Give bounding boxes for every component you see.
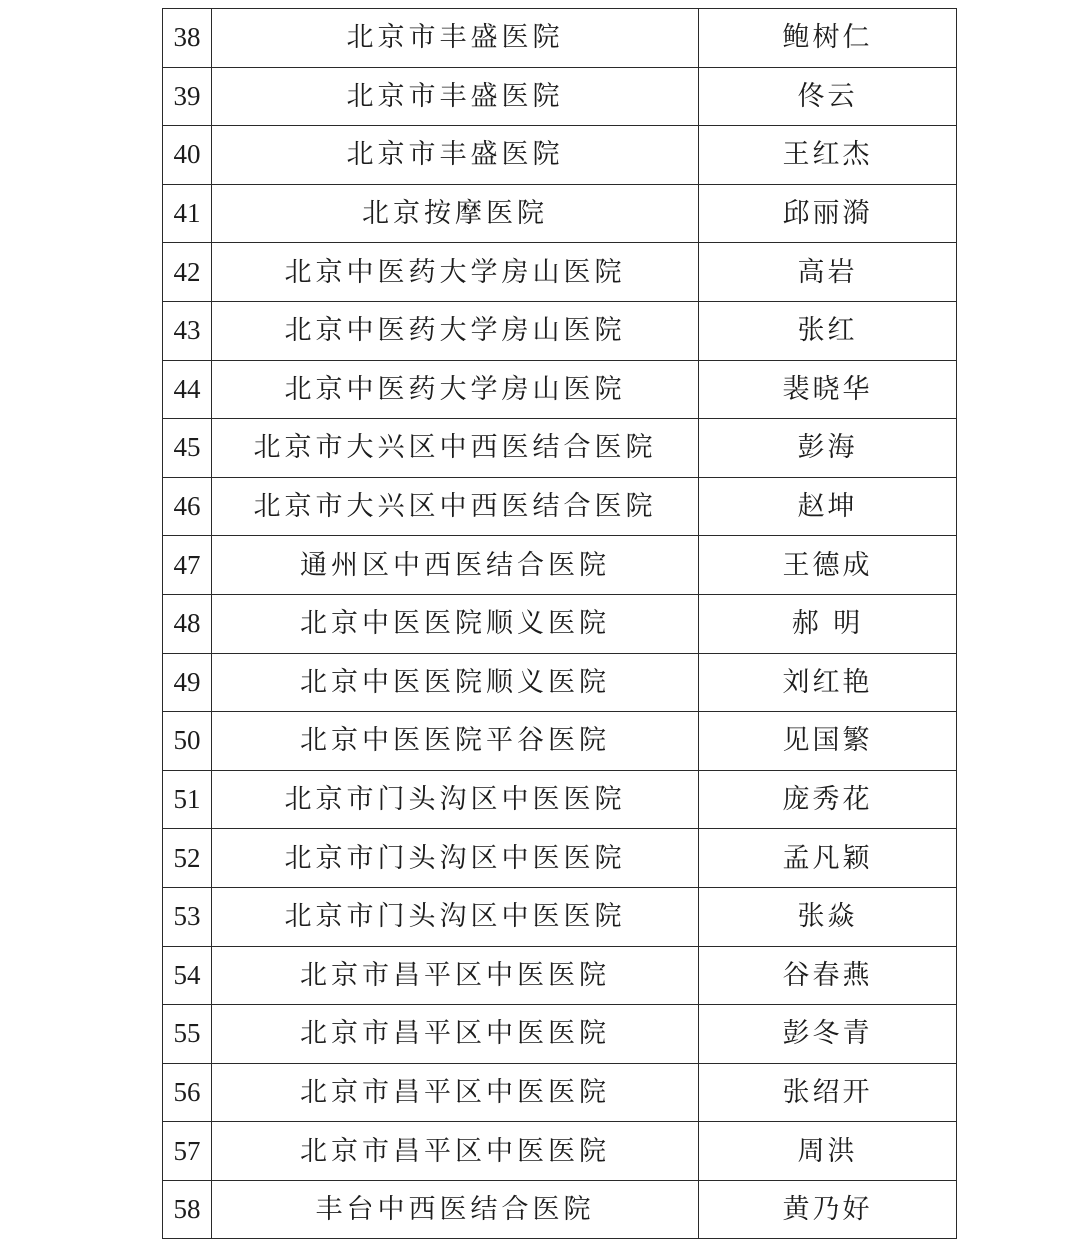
person-name: 王德成	[699, 536, 957, 595]
table-row	[163, 1005, 957, 1064]
hospital-name: 北京市大兴区中西医结合医院	[212, 477, 699, 536]
row-number: 49	[163, 653, 212, 712]
table-row	[163, 243, 957, 302]
row-number: 52	[163, 829, 212, 888]
row-number: 44	[163, 360, 212, 419]
person-name: 鲍树仁	[699, 9, 957, 68]
person-name: 王红杰	[699, 126, 957, 185]
hospital-name: 北京中医药大学房山医院	[212, 301, 699, 360]
table-row	[163, 419, 957, 478]
hospital-name: 北京市昌平区中医医院	[212, 946, 699, 1005]
table-row	[163, 1063, 957, 1122]
row-number: 45	[163, 419, 212, 478]
hospital-name: 北京中医医院顺义医院	[212, 594, 699, 653]
hospital-name: 北京市丰盛医院	[212, 9, 699, 68]
person-name: 谷春燕	[699, 946, 957, 1005]
hospital-name: 北京市门头沟区中医医院	[212, 887, 699, 946]
table-row	[163, 536, 957, 595]
hospital-name: 北京市门头沟区中医医院	[212, 770, 699, 829]
person-name: 庞秀花	[699, 770, 957, 829]
row-number: 39	[163, 67, 212, 126]
hospital-name: 通州区中西医结合医院	[212, 536, 699, 595]
row-number: 56	[163, 1063, 212, 1122]
person-name: 黄乃好	[699, 1180, 957, 1239]
person-name: 刘红艳	[699, 653, 957, 712]
hospital-name: 北京市昌平区中医医院	[212, 1063, 699, 1122]
table-row	[163, 477, 957, 536]
hospital-name: 北京市门头沟区中医医院	[212, 829, 699, 888]
table-row	[163, 301, 957, 360]
person-name: 裴晓华	[699, 360, 957, 419]
table-row	[163, 1122, 957, 1181]
row-number: 55	[163, 1005, 212, 1064]
hospital-name: 北京市昌平区中医医院	[212, 1122, 699, 1181]
person-name: 张红	[699, 301, 957, 360]
person-name: 张焱	[699, 887, 957, 946]
row-number: 41	[163, 184, 212, 243]
person-name: 郝 明	[699, 594, 957, 653]
table-row	[163, 946, 957, 1005]
row-number: 40	[163, 126, 212, 185]
hospital-name: 北京市昌平区中医医院	[212, 1005, 699, 1064]
hospital-name: 北京市丰盛医院	[212, 126, 699, 185]
person-name: 张绍开	[699, 1063, 957, 1122]
person-name: 周洪	[699, 1122, 957, 1181]
hospital-name: 北京中医药大学房山医院	[212, 360, 699, 419]
person-name: 孟凡颖	[699, 829, 957, 888]
table-row	[163, 360, 957, 419]
hospital-name: 北京市丰盛医院	[212, 67, 699, 126]
table-row	[163, 712, 957, 771]
roster-table	[162, 8, 957, 1239]
person-name: 彭海	[699, 419, 957, 478]
table-row	[163, 126, 957, 185]
table-row	[163, 887, 957, 946]
table-row	[163, 653, 957, 712]
person-name: 佟云	[699, 67, 957, 126]
row-number: 53	[163, 887, 212, 946]
person-name: 赵坤	[699, 477, 957, 536]
table-row	[163, 770, 957, 829]
hospital-name: 丰台中西医结合医院	[212, 1180, 699, 1239]
table-row	[163, 184, 957, 243]
hospital-name: 北京市大兴区中西医结合医院	[212, 419, 699, 478]
table-row	[163, 1180, 957, 1239]
row-number: 51	[163, 770, 212, 829]
person-name: 高岩	[699, 243, 957, 302]
row-number: 50	[163, 712, 212, 771]
table-row	[163, 9, 957, 68]
row-number: 47	[163, 536, 212, 595]
hospital-name: 北京中医医院平谷医院	[212, 712, 699, 771]
document-page	[162, 8, 956, 1239]
person-name: 彭冬青	[699, 1005, 957, 1064]
row-number: 54	[163, 946, 212, 1005]
row-number: 43	[163, 301, 212, 360]
hospital-name: 北京按摩医院	[212, 184, 699, 243]
row-number: 48	[163, 594, 212, 653]
row-number: 58	[163, 1180, 212, 1239]
row-number: 46	[163, 477, 212, 536]
row-number: 38	[163, 9, 212, 68]
hospital-name: 北京中医医院顺义医院	[212, 653, 699, 712]
row-number: 42	[163, 243, 212, 302]
hospital-name: 北京中医药大学房山医院	[212, 243, 699, 302]
table-row	[163, 594, 957, 653]
person-name: 见国繁	[699, 712, 957, 771]
table-row	[163, 829, 957, 888]
person-name: 邱丽漪	[699, 184, 957, 243]
table-row	[163, 67, 957, 126]
row-number: 57	[163, 1122, 212, 1181]
